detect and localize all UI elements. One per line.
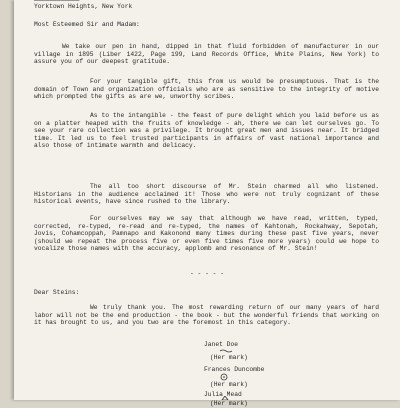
salutation-2: Dear Steins: [34, 289, 80, 296]
signature-mark-label-1: (Her mark) [210, 354, 248, 361]
paragraph-5: For ourselves may we say that although we have read, written, typed, corrected, re-typed, re-read and re-typed, the names of Kahtonah, Rockahway, Sepotah, Jovis, Cohamcoppah, Pamnapo and Kakonond many times during these past five years, never (should we repeat the process five or even five times five more years) could we hope to vocalize those names with the accuracy, applomb and resonance of Mr. Stein! [34, 215, 379, 253]
signature-mark-label-2: (Her mark) [210, 381, 248, 388]
closing-paragraph: We truly thank you. The most rewarding return of our many years of hard labor will not be the end production - the book - but the wonderful friends that working on it has brought to us, and you two are the foremost in this category. [34, 304, 379, 327]
salutation: Most Esteemed Sir and Madam: [34, 21, 140, 28]
signature-name-2: Frances Duncombe [204, 366, 265, 373]
signature-mark-2 [220, 373, 228, 381]
paragraph-2: For your tangible gift, this from us would be presumptuous. That is the domain of Town and organization officials who are as sensitive to the integrity of motive which prompted the gifts as are we, unworthy scribes. [34, 78, 379, 101]
paragraph-4: The all too short discourse of Mr. Stein charmed all who listened. Historians in the audience acclaimed it! Those who were not truly cognizant of these historical events, have since rushed to the library. [34, 183, 379, 206]
letter-page [14, 0, 400, 407]
section-divider: - - - - - [190, 270, 225, 277]
address-line: Yorktown Heights, New York [34, 3, 133, 10]
signature-name-1: Janet Doe [204, 341, 239, 348]
signature-name-3: Julia Mead [204, 391, 242, 398]
paragraph-1: We take our pen in hand, dipped in that fluid forbidden of manufacturer in our village in 1895 (Liber 1422, Page 199, Land Records Office, White Plains, New York) to assure you of our deepest gratitude. [34, 43, 379, 66]
signature-mark-1 [219, 349, 233, 353]
address-partial-top [34, 0, 124, 1]
paragraph-3: As to the intangible - the feast of pure delight which you laid before us as on a platter heaped with the fruits of knowledge - ah, there we can let ourselves go. To see your rare collection was a privilege. It brought great men and issues near. It bridged time. It led us to feel trusted participants in affairs of vast national importance and also those of intimate warmth and delicacy. [34, 112, 379, 150]
signature-mark-label-3: (Her mark) [210, 400, 248, 407]
